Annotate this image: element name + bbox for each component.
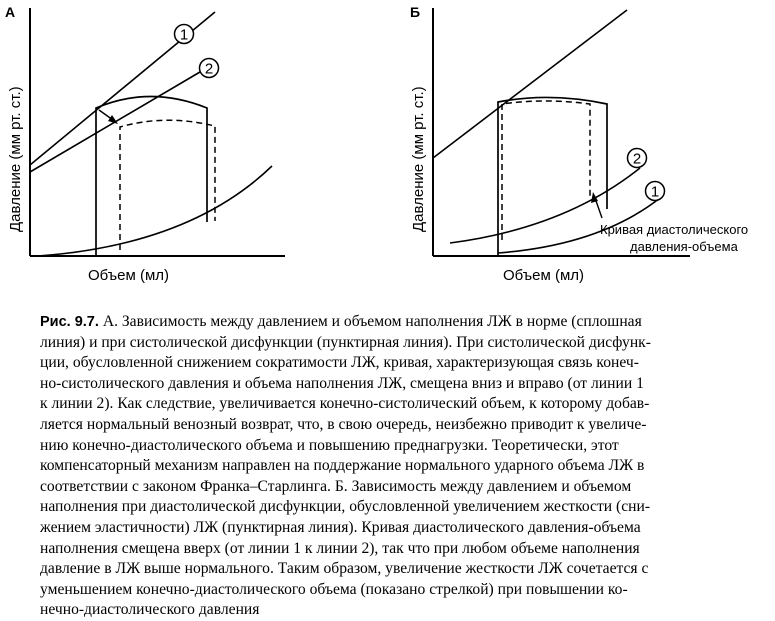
caption-line: соответствии с законом Франка–Старлинга. Б. Зависимость между давлением и объемом bbox=[40, 477, 632, 495]
caption-line: линия) и при систолической дисфункции (пунктирная линия). При систолической дисфунк- bbox=[40, 333, 651, 351]
panel-a-label: А bbox=[5, 4, 16, 20]
caption-line: жением эластичности) ЛЖ (пунктирная линия). Кривая диастолического давления-объема bbox=[40, 518, 641, 536]
caption-figure-label: Рис. 9.7. bbox=[40, 314, 99, 330]
panel-a bbox=[5, 4, 285, 284]
caption-line: наполнения смещена вверх (от линии 1 к линии 2), так что при любом объеме наполнения bbox=[40, 539, 640, 557]
panel-b-dysfunction-loop bbox=[502, 101, 590, 240]
caption-line: компенсаторный механизм направлен на поддержание нормального ударного объема ЛЖ в bbox=[40, 457, 645, 475]
panel-b-line-1-marker bbox=[646, 182, 665, 201]
caption-line: ляется нормальный венозный возврат, что, в свою очередь, неизбежно приводит к увеличе- bbox=[40, 415, 647, 433]
panel-a-line-1-label: 1 bbox=[179, 26, 189, 44]
figure-caption bbox=[40, 312, 772, 621]
caption-line: уменьшением конечно-диастолического объема (показано стрелкой) при повышении ко- bbox=[40, 580, 628, 598]
panel-a-ylabel: Давление (мм рт. ст.) bbox=[7, 86, 24, 232]
panel-b-espvr-line bbox=[433, 10, 627, 158]
figure bbox=[0, 0, 775, 310]
panel-a-shift-arrow bbox=[99, 110, 118, 124]
panel-b-line-2-label: 2 bbox=[632, 150, 642, 168]
panel-a-line-1-marker bbox=[175, 25, 194, 44]
caption-line: давление в ЛЖ выше нормального. Таким образом, увеличение жесткости ЛЖ сочетается с bbox=[40, 560, 649, 578]
caption-line: ции, обусловленной снижением сократимости ЛЖ, кривая, характеризующая связь конеч- bbox=[40, 354, 639, 372]
caption-line: к линии 2). Как следствие, увеличивается конечно-систолический объем, к которому добав- bbox=[40, 395, 650, 413]
panel-a-axes bbox=[30, 8, 285, 256]
panel-b-annotation-line-2: давления-объема bbox=[630, 239, 738, 254]
caption-line: но-систолического давления и объема наполнения ЛЖ, смещена вниз и вправо (от линии 1 bbox=[40, 374, 644, 392]
panel-a-edpvr-curve bbox=[38, 166, 272, 256]
panel-a-line-2-marker bbox=[200, 59, 219, 78]
panel-b-line-2-marker bbox=[628, 149, 647, 168]
panel-b-xlabel: Объем (мл) bbox=[503, 267, 585, 284]
panel-b-label: Б bbox=[410, 4, 421, 20]
caption-line: нию конечно-диастолического объема и повышению преднагрузки. Теоретически, этот bbox=[40, 436, 619, 454]
caption-line: наполнения при диастолической дисфункции, обусловленной увеличением жесткости (сни- bbox=[40, 498, 651, 516]
caption-line bbox=[40, 312, 772, 333]
caption-line: нечно-диастолического давления bbox=[40, 601, 260, 619]
panel-b-ylabel: Давление (мм рт. ст.) bbox=[410, 86, 427, 232]
panel-b-annotation-line-1: Кривая диастолического bbox=[600, 222, 749, 237]
panel-b-axes bbox=[433, 8, 690, 256]
caption-line-text: А. Зависимость между давлением и объемом наполнения ЛЖ в норме (сплошная bbox=[102, 313, 642, 330]
panel-b bbox=[410, 4, 748, 284]
panel-a-xlabel: Объем (мл) bbox=[88, 267, 170, 284]
panel-b-line-1-label: 1 bbox=[650, 183, 660, 201]
panel-a-line-2-label: 2 bbox=[204, 60, 214, 78]
